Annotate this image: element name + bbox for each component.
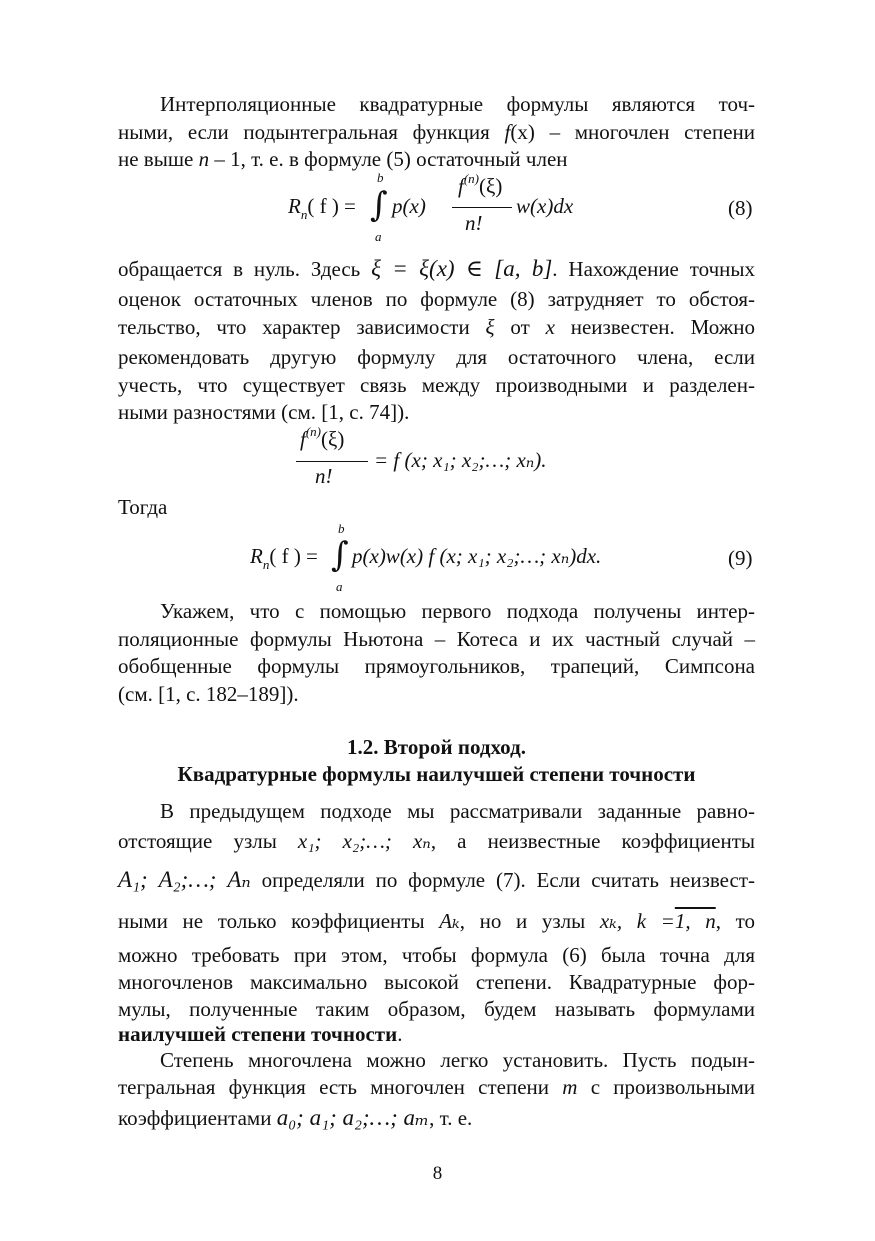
para2-line3: тельство, что характер зависимости ξ от x неизвестен. Можно [118,315,755,339]
para4-line2: отстоящие узлы x₁; x₂;…; xₙ, а неизвестные коэффициенты [118,829,755,853]
then-word: Тогда [118,495,168,519]
para2-line6: ными разностями (см. [1, с. 74]). [118,400,410,424]
para4-line3: A₁; A₂;…; Aₙ определяли по формуле (7). Если считать неизвест- [118,867,755,892]
para5-line2: тегральная функция есть многочлен степени m с произвольными [118,1075,756,1099]
para4-line5: можно требовать при этом, чтобы формула (6) была точна для [118,943,755,967]
para4-line8: наилучшей степени точности. [118,1022,403,1046]
para1-line2: ными, если подынтегральная функция f(x) – многочлен степени [118,120,755,144]
document-page: Интерполяционные квадратурные формулы являются точ- ными, если подынтегральная функция f(x) – многочлен степени не выше n – 1, т. е. в формуле (5) остаточный член $R_n$( f ) = b ∫ a p(x) $f^{(n)}(\xi)$ n! w(x)dx (8) обращается в нуль. Здесь ξ = ξ(x) ∈ [a, b]. Нахождение точных оценок остаточных членов по формуле (8) затрудняет то обстоя- тельство, что характер зависимости ξ от x неизвестен. Можно рекомендовать другую формулу для остаточного члена, если учесть, что существует связь между производными и разделен- ными разностями (см. [1, с. 74]). $f^{(n)}(\xi)$ n! = f (x; x₁; x₂;…; xₙ). Тогда $R_n$( f ) = b ∫ a p(x)w(x) f (x; x₁; x₂;…; xₙ)dx. (9) Укажем, что с помощью первого подхода получены интер- поляционные формулы Ньютона – Котеса и их частный случай – обобщенные формулы прямоугольников, трапеций, Симпсона (см. [1, с. 182–189]). 1.2. Второй подход. Квадратурные формулы наилучшей степени точности В предыдущем подходе мы рассматривали заданные равно- отстоящие узлы x₁; x₂;…; xₙ, а неизвестные коэффициенты A₁; A₂;…; Aₙ определяли по формуле (7). Если считать неизвест- ными не только коэффициенты Aₖ, но и узлы xₖ, k =1, n, то можно требовать при этом, чтобы формула (6) была точна для многочленов максимально высокой степени. Квадратурные фор- мулы, полученные таким образом, будем называть формулами наилучшей степени точности. Степень многочлена можно легко установить. Пусть подын- тегральная функция есть многочлен степени m с произвольными коэффициентами a₀; a₁; a₂;…; aₘ, т. е. 8 [0,0,875,1241]
para4-line4: ными не только коэффициенты Aₖ, но и узлы xₖ, k =1, n, то [118,909,755,933]
equation-9-label: (9) [728,546,753,570]
para5-line1: Степень многочлена можно легко установить. Пусть подын- [160,1048,755,1072]
para1-line3: не выше n – 1, т. е. в формуле (5) остаточный член [118,147,568,171]
para4-line1: В предыдущем подходе мы рассматривали заданные равно- [160,799,755,823]
para3-line1: Укажем, что с помощью первого подхода получены интер- [160,599,755,623]
para2-line5: учесть, что существует связь между производными и разделен- [118,373,755,397]
para2-line2: оценок остаточных членов по формуле (8) затрудняет то обстоя- [118,287,755,311]
para1-line1: Интерполяционные квадратурные формулы являются точ- [160,92,755,116]
para3-line2: поляционные формулы Ньютона – Котеса и их частный случай – [118,627,755,651]
section-title-2: Квадратурные формулы наилучшей степени точности [177,762,696,786]
section-title-1: 1.2. Второй подход. [347,735,526,759]
para2-line4: рекомендовать другую формулу для остаточного члена, если [118,345,755,369]
para2-line1: обращается в нуль. Здесь ξ = ξ(x) ∈ [a, b]. Нахождение точных [118,256,755,281]
para3-line3: обобщенные формулы прямоугольников, трапеций, Симпсона [118,654,755,678]
para3-line4: (см. [1, с. 182–189]). [118,682,299,706]
para4-line7: мулы, полученные таким образом, будем называть формулами [118,997,755,1021]
para4-line6: многочленов максимально высокой степени. Квадратурные фор- [118,970,755,994]
page-number: 8 [432,1163,443,1184]
equation-8-label: (8) [728,196,753,220]
para5-line3: коэффициентами a₀; a₁; a₂;…; aₘ, т. е. [118,1105,473,1130]
